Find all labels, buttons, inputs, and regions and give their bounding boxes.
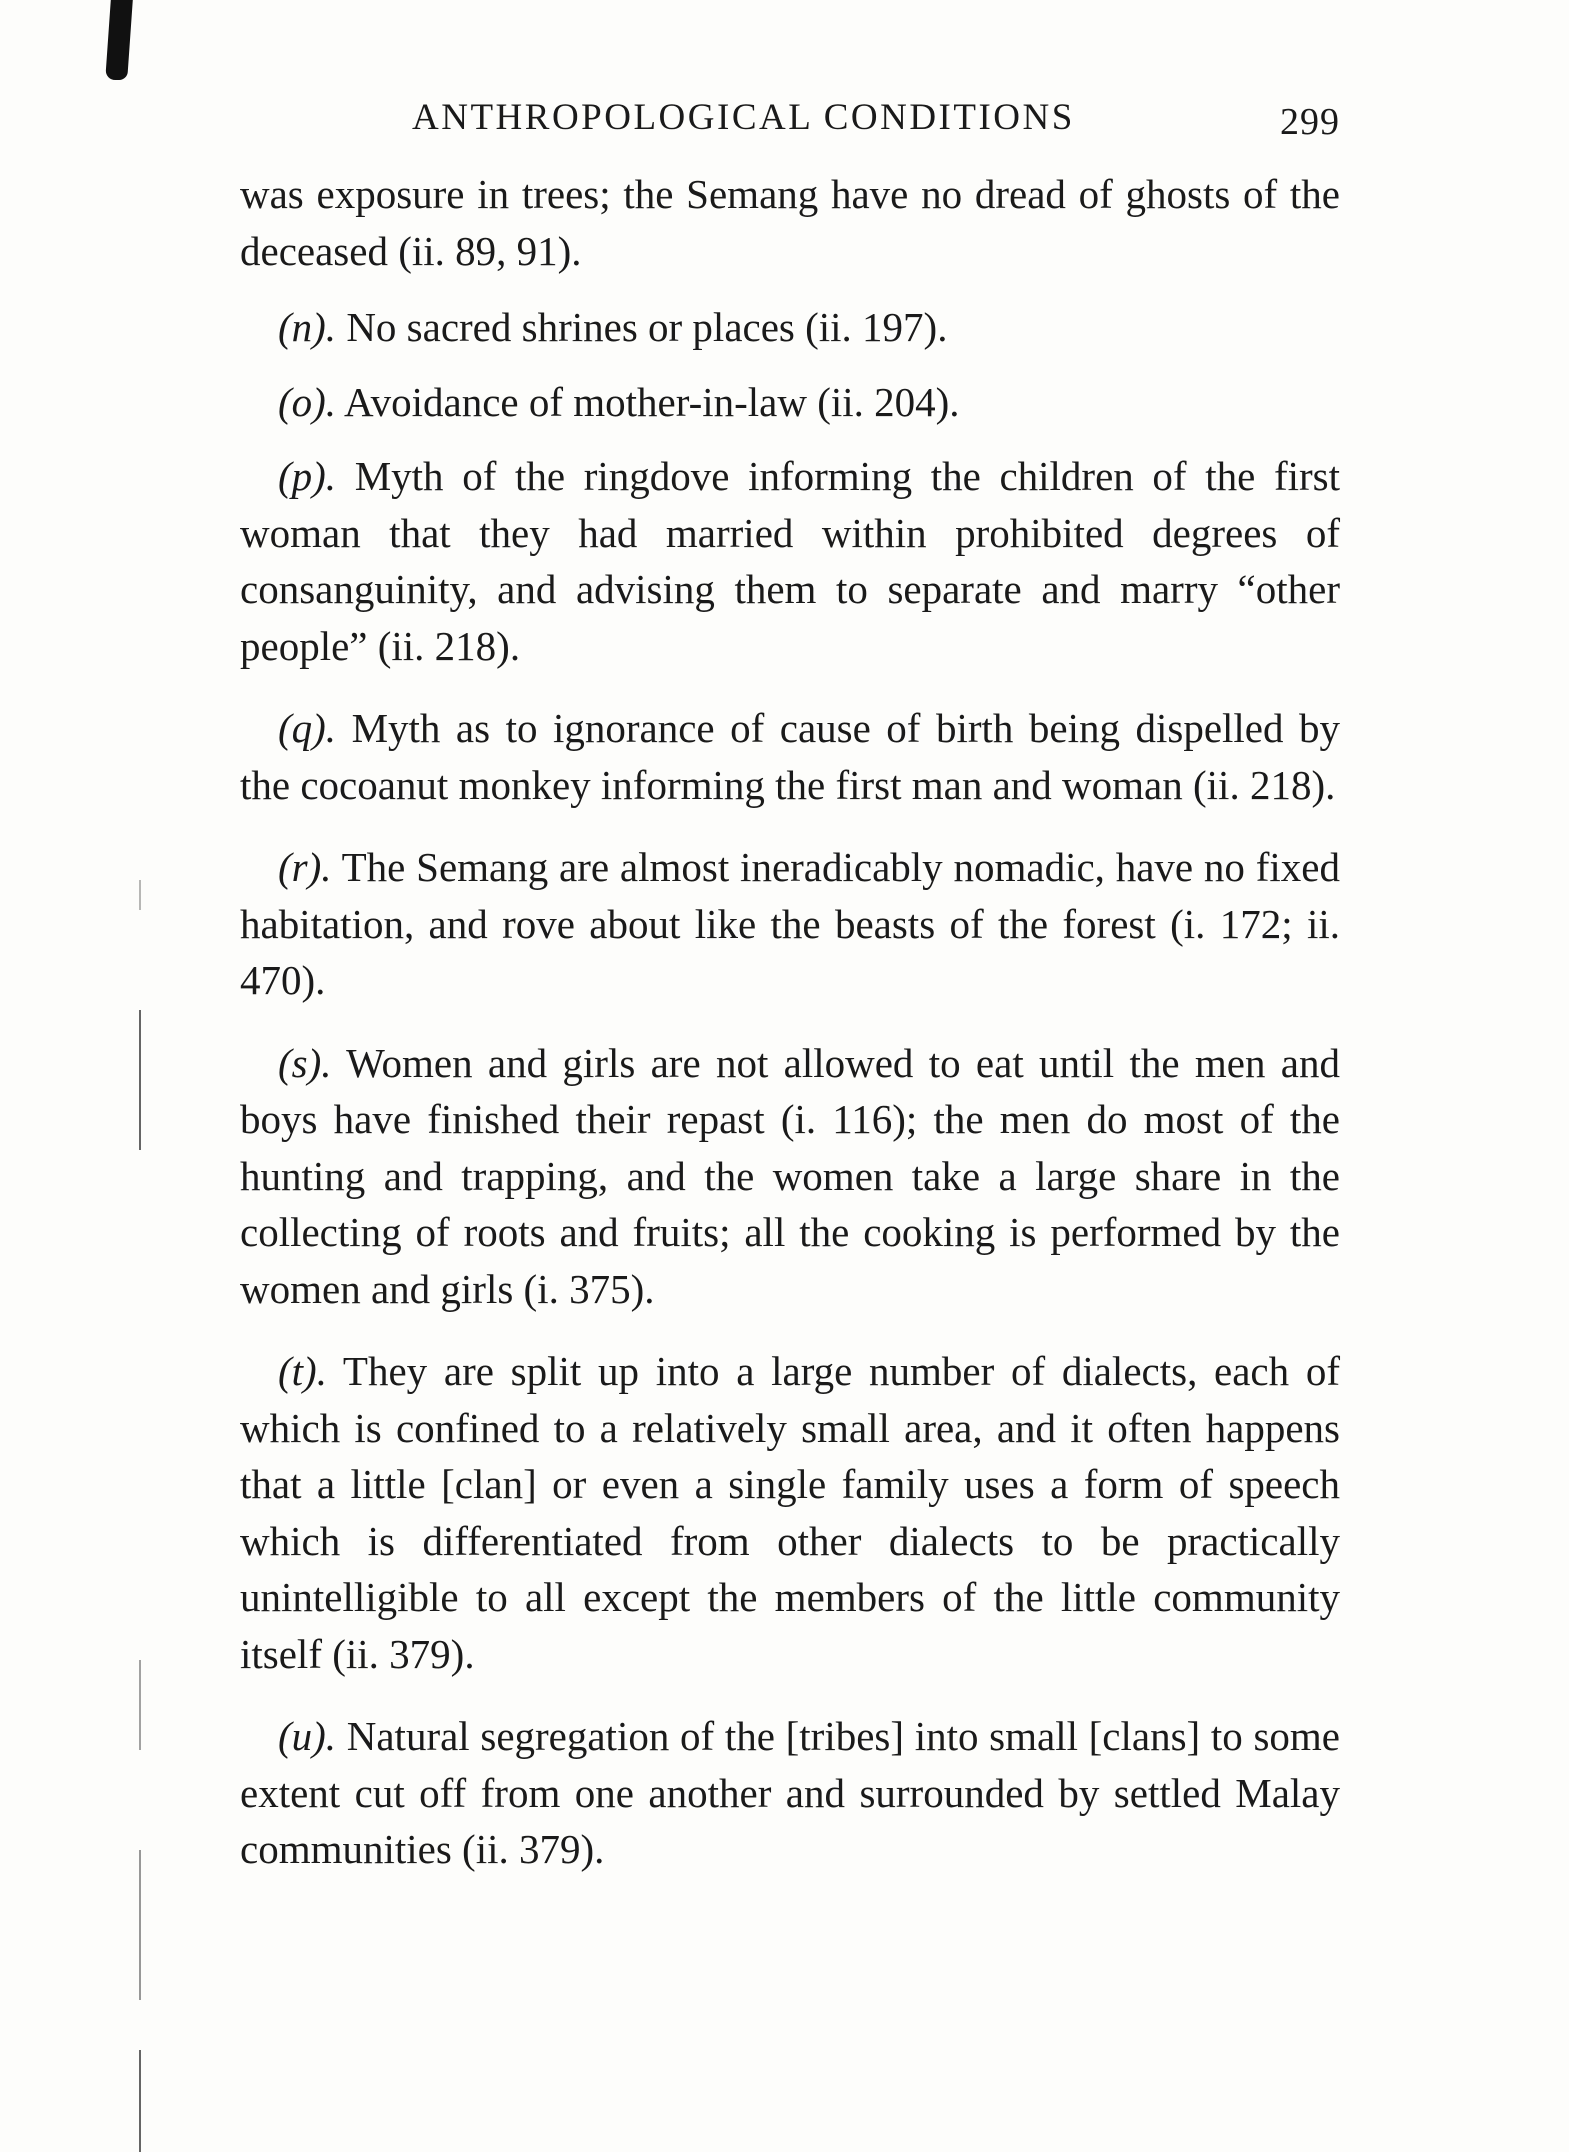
paragraph-text: Myth of the ringdove informing the children of the first woman that they had married within prohibited degrees of consanguinity, and advising them to separate and marry “other people” (ii. 218). [240, 453, 1340, 669]
scan-edge-mark [105, 0, 133, 80]
paragraph-r [240, 839, 1340, 1009]
paragraph-text: No sacred shrines or places (ii. 197). [336, 304, 948, 350]
paragraph-p [240, 448, 1340, 674]
paragraph-text: Natural segregation of the [tribes] into small [clans] to some extent cut off from one another and surrounded by settled Malay communities (ii. 379). [240, 1713, 1340, 1872]
page-number: 299 [1280, 101, 1340, 143]
paragraph-text: was exposure in trees; the Semang have no dread of ghosts of the deceased (ii. 89, 91). [240, 171, 1340, 274]
running-title: ANTHROPOLOGICAL CONDITIONS [412, 97, 1075, 138]
paragraph-continuation [240, 166, 1340, 279]
paragraph-u [240, 1708, 1340, 1878]
paragraph-t [240, 1343, 1340, 1682]
item-label: (o). [278, 378, 337, 425]
paragraph-text: They are split up into a large number of dialects, each of which is confined to a relatively small area, and it often happens that a little [clan] or even a single family uses a form of speech which is differentiated from other dialects to be practically unintelligible to all except the members of the little community itself (ii. 379). [240, 1348, 1340, 1677]
item-label: (q). [278, 705, 337, 751]
item-label: (n). [278, 304, 337, 350]
text-body [240, 166, 1340, 1896]
paragraph-s [240, 1035, 1340, 1318]
item-label: (p). [278, 453, 337, 499]
item-label: (s). [278, 1039, 332, 1086]
paragraph-text: The Semang are almost ineradicably nomadic, have no fixed habitation, and rove about like the beasts of the forest (i. 172; ii. 470). [240, 844, 1340, 1003]
item-label: (t). [278, 1348, 327, 1394]
running-head [240, 96, 1340, 143]
paragraph-text: Women and girls are not allowed to eat until the men and boys have finished their repast (i. 116); the men do most of the hunting and trapping, and the women take a large share in the collecting of roots and fruits; all the cooking is performed by the women and girls (i. 375). [240, 1039, 1340, 1312]
paragraph-n [240, 299, 1340, 356]
paragraph-text: Myth as to ignorance of cause of birth being dispelled by the cocoanut monkey informing the first man and woman (ii. 218). [240, 705, 1340, 808]
paragraph-text: Avoidance of mother-in-law (ii. 204). [336, 378, 960, 425]
gutter-line [139, 2050, 141, 2152]
paragraph-o [240, 374, 1340, 431]
item-label: (r). [278, 844, 332, 890]
gutter-line [139, 1010, 141, 1150]
gutter-line [139, 880, 141, 910]
item-label: (u). [278, 1713, 337, 1759]
gutter-line [139, 1660, 141, 1750]
paragraph-q [240, 700, 1340, 813]
gutter-line [139, 1850, 141, 2000]
